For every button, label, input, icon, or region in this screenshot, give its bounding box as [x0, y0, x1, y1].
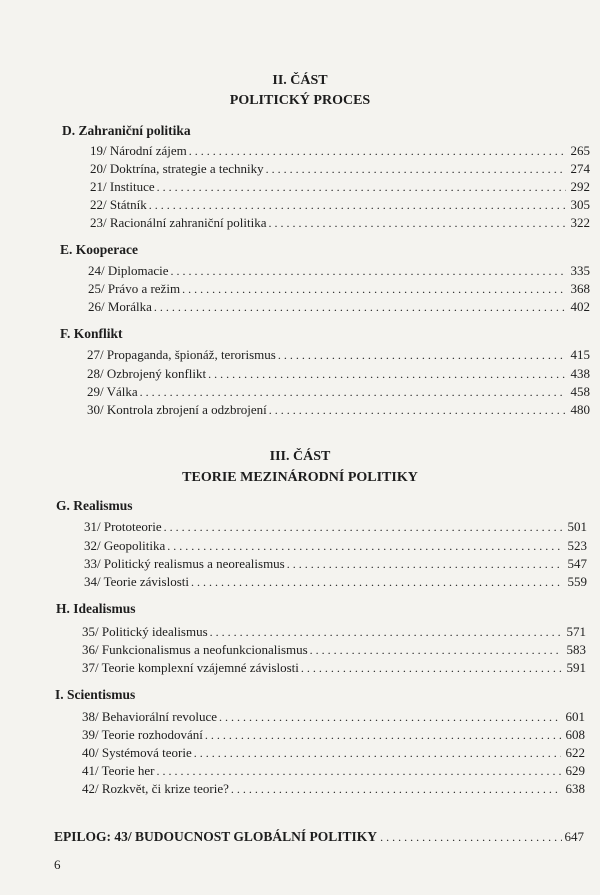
section-title: D. Zahraniční politika: [62, 123, 191, 138]
entry-page: 368: [570, 281, 590, 296]
entry-label: 39/ Teorie rozhodování: [82, 727, 203, 742]
section-title: H. Idealismus: [56, 601, 136, 616]
entry-label: 41/ Teorie her: [82, 763, 155, 778]
entry-page: 523: [567, 538, 587, 553]
entry-page: 402: [570, 299, 590, 314]
part-2-title: II. ČÁST: [272, 73, 328, 88]
entry-page: 458: [570, 384, 590, 399]
toc-entry[interactable]: [82, 641, 586, 659]
toc-entry[interactable]: [90, 196, 590, 214]
entry-label: 36/ Funkcionalismus a neofunkcionalismus: [82, 642, 308, 657]
section-title: G. Realismus: [56, 498, 133, 513]
entry-page: 559: [567, 574, 587, 589]
dot-leader: [269, 402, 566, 419]
entry-label: 35/ Politický idealismus: [82, 624, 208, 639]
epilog-label: EPILOG: 43/ BUDOUCNOST GLOBÁLNÍ POLITIKY: [54, 829, 378, 844]
page-number: 6: [54, 857, 61, 872]
entry-page: 591: [566, 660, 586, 675]
part-3-subtitle: TEORIE MEZINÁRODNÍ POLITIKY: [182, 470, 418, 485]
dot-leader: [301, 660, 562, 677]
entry-page: 322: [570, 215, 590, 230]
entry-page: 638: [565, 781, 585, 796]
entry-page: 415: [570, 347, 590, 362]
entry-label: 28/ Ozbrojený konflikt: [87, 366, 207, 381]
entry-page: 274: [570, 161, 590, 176]
entry-page: 305: [570, 197, 590, 212]
toc-entry[interactable]: [90, 160, 590, 178]
entry-page: 601: [565, 709, 585, 724]
entry-page: 480: [570, 402, 590, 417]
entry-page: 583: [566, 642, 586, 657]
entry-page: 438: [570, 366, 590, 381]
toc-entry[interactable]: [84, 518, 587, 536]
entry-page: 292: [570, 179, 590, 194]
toc-entry[interactable]: [82, 708, 585, 726]
entry-label: 30/ Kontrola zbrojení a odzbrojení: [87, 402, 267, 417]
entry-page: 335: [570, 263, 590, 278]
dot-leader: [194, 745, 561, 762]
section-title: F. Konflikt: [60, 326, 123, 341]
toc-entry[interactable]: [82, 762, 585, 780]
toc-entry[interactable]: [88, 298, 590, 316]
toc-entry[interactable]: [84, 573, 587, 591]
entry-label: 22/ Státník: [90, 197, 147, 212]
part-2-subtitle: POLITICKÝ PROCES: [229, 93, 371, 108]
toc-entry[interactable]: [82, 623, 586, 641]
entry-label: 42/ Rozkvět, či krize teorie?: [82, 781, 229, 796]
entry-page: 571: [566, 624, 586, 639]
dot-leader: [219, 709, 561, 726]
entry-label: 24/ Diplomacie: [88, 263, 169, 278]
epilog-entry[interactable]: [54, 828, 584, 846]
dot-leader: [191, 574, 563, 591]
epilog-page: 647: [564, 829, 584, 844]
dot-leader: [157, 179, 566, 196]
entry-label: 29/ Válka: [87, 384, 138, 399]
entry-label: 38/ Behaviorální revoluce: [82, 709, 218, 724]
entry-label: 34/ Teorie závislosti: [84, 574, 189, 589]
entry-label: 27/ Propaganda, špionáž, terorismus: [87, 347, 276, 362]
toc-entry[interactable]: [82, 659, 586, 677]
dot-leader: [231, 781, 561, 798]
dot-leader: [310, 642, 562, 659]
dot-leader: [189, 143, 566, 160]
dot-leader: [167, 538, 563, 555]
toc-entry[interactable]: [87, 383, 590, 401]
dot-leader: [210, 624, 562, 641]
part-3-title: III. ČÁST: [269, 449, 331, 464]
toc-entry[interactable]: [90, 214, 590, 232]
entry-label: 23/ Racionální zahraniční politika: [90, 215, 267, 230]
section-title: E. Kooperace: [60, 242, 138, 257]
toc-entry[interactable]: [82, 744, 585, 762]
dot-leader: [182, 281, 566, 298]
entry-label: 33/ Politický realismus a neorealismus: [84, 556, 285, 571]
dot-leader: [269, 215, 566, 232]
dot-leader: [154, 299, 566, 316]
toc-entry[interactable]: [82, 726, 585, 744]
dot-leader: [266, 161, 566, 178]
dot-leader: [287, 556, 563, 573]
toc-entry[interactable]: [84, 555, 587, 573]
dot-leader: [205, 727, 561, 744]
entry-page: 265: [570, 143, 590, 158]
dot-leader: [157, 763, 562, 780]
entry-label: 19/ Národní zájem: [90, 143, 187, 158]
entry-label: 40/ Systémová teorie: [82, 745, 192, 760]
entry-label: 25/ Právo a režim: [88, 281, 181, 296]
toc-entry[interactable]: [87, 401, 590, 419]
dot-leader: [164, 519, 563, 536]
entry-page: 501: [567, 519, 587, 534]
dot-leader: [380, 829, 561, 846]
entry-page: 622: [565, 745, 585, 760]
entry-label: 20/ Doktrína, strategie a techniky: [90, 161, 264, 176]
toc-entry[interactable]: [87, 365, 590, 383]
dot-leader: [278, 347, 566, 364]
toc-entry[interactable]: [82, 780, 585, 798]
section-title: I. Scientismus: [55, 687, 136, 702]
toc-entry[interactable]: [84, 537, 587, 555]
entry-label: 26/ Morálka: [88, 299, 152, 314]
entry-label: 21/ Instituce: [90, 179, 155, 194]
toc-entry[interactable]: [90, 178, 590, 196]
toc-entry[interactable]: [87, 346, 590, 364]
entry-label: 31/ Prototeorie: [84, 519, 162, 534]
dot-leader: [140, 384, 566, 401]
dot-leader: [208, 366, 566, 383]
dot-leader: [171, 263, 566, 280]
toc-entry[interactable]: [88, 280, 590, 298]
entry-label: 37/ Teorie komplexní vzájemné závislosti: [82, 660, 299, 675]
entry-page: 547: [567, 556, 587, 571]
toc-entry[interactable]: [90, 142, 590, 160]
entry-page: 608: [565, 727, 585, 742]
dot-leader: [149, 197, 566, 214]
toc-entry[interactable]: [88, 262, 590, 280]
entry-page: 629: [565, 763, 585, 778]
entry-label: 32/ Geopolitika: [84, 538, 166, 553]
